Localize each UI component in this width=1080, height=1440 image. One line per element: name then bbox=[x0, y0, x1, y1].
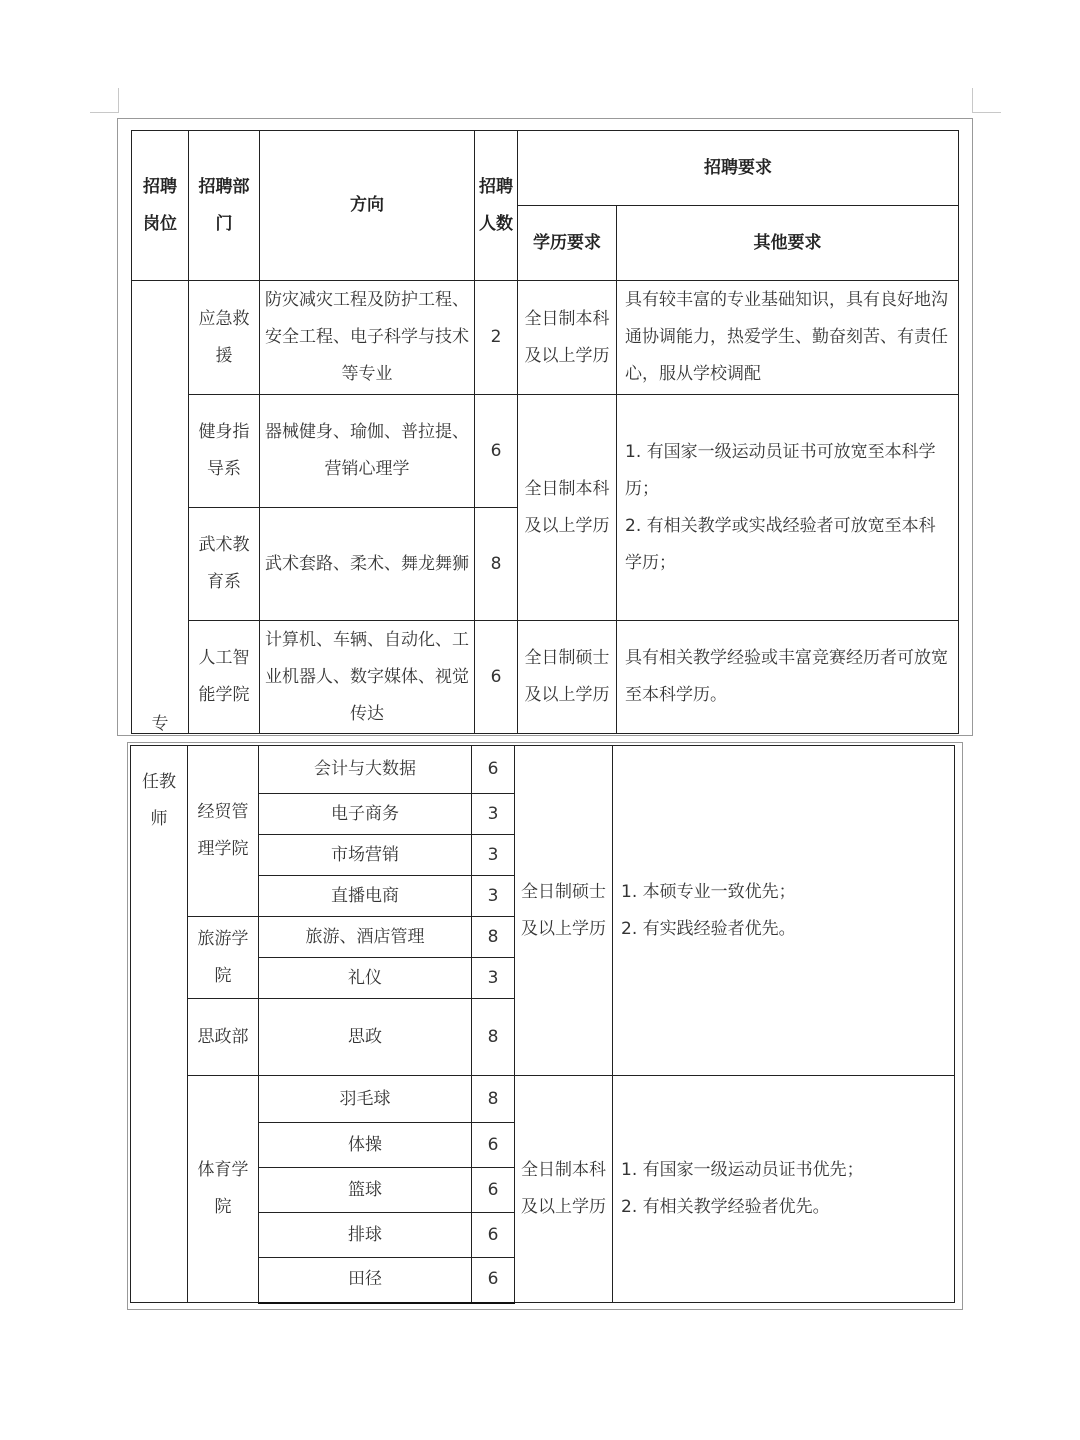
requirement-line: 2. 有实践经验者优先。 bbox=[621, 918, 796, 939]
header-direction: 方向 bbox=[260, 131, 475, 281]
recruitment-table-part-2 bbox=[130, 745, 955, 1304]
requirement-line: 2. 有相关教学或实战经验者可放宽至本科学历； bbox=[625, 515, 936, 573]
count-cell: 6 bbox=[475, 395, 518, 508]
department-cell: 经贸管理学院 bbox=[188, 746, 259, 917]
direction-cell: 体操 bbox=[259, 1123, 472, 1168]
direction-cell: 计算机、车辆、自动化、工业机器人、数字媒体、视觉传达 bbox=[260, 621, 475, 734]
crop-mark-top-right bbox=[972, 88, 1001, 113]
count-cell: 8 bbox=[472, 1076, 515, 1123]
count-cell: 6 bbox=[475, 621, 518, 734]
header-other: 其他要求 bbox=[617, 206, 959, 281]
direction-cell: 市场营销 bbox=[259, 835, 472, 876]
direction-cell: 思政 bbox=[259, 999, 472, 1076]
table-row bbox=[132, 395, 959, 508]
direction-cell: 旅游、酒店管理 bbox=[259, 917, 472, 958]
direction-cell: 器械健身、瑜伽、普拉提、营销心理学 bbox=[260, 395, 475, 508]
department-cell: 体育学院 bbox=[188, 1076, 259, 1303]
count-cell: 3 bbox=[472, 794, 515, 835]
department-cell: 武术教育系 bbox=[189, 508, 260, 621]
count-cell: 8 bbox=[472, 999, 515, 1076]
requirement-line: 2. 有相关教学经验者优先。 bbox=[621, 1197, 830, 1217]
education-cell: 全日制硕士及以上学历 bbox=[515, 746, 613, 1076]
count-cell: 8 bbox=[475, 508, 518, 621]
position-cell bbox=[132, 281, 189, 734]
count-cell: 6 bbox=[472, 1123, 515, 1168]
recruitment-table-part-1 bbox=[131, 130, 959, 734]
count-cell: 6 bbox=[472, 1213, 515, 1258]
count-cell: 3 bbox=[472, 835, 515, 876]
header-education: 学历要求 bbox=[518, 206, 617, 281]
department-cell: 旅游学院 bbox=[188, 917, 259, 999]
count-cell: 3 bbox=[472, 876, 515, 917]
count-cell: 6 bbox=[472, 1168, 515, 1213]
other-requirements-cell bbox=[613, 1076, 955, 1303]
other-requirements-cell bbox=[617, 395, 959, 621]
direction-cell: 篮球 bbox=[259, 1168, 472, 1213]
position-cell bbox=[131, 746, 188, 1303]
count-cell: 8 bbox=[472, 917, 515, 958]
header-department: 招聘部门 bbox=[189, 131, 260, 281]
count-cell: 6 bbox=[472, 1258, 515, 1303]
direction-cell: 直播电商 bbox=[259, 876, 472, 917]
direction-cell: 防灾减灾工程及防护工程、安全工程、电子科学与技术等专业 bbox=[260, 281, 475, 395]
direction-cell: 礼仪 bbox=[259, 958, 472, 999]
requirement-line: 1. 本硕专业一致优先； bbox=[621, 881, 796, 902]
department-cell: 应急救援 bbox=[189, 281, 260, 395]
count-cell: 6 bbox=[472, 746, 515, 794]
header-count: 招聘人数 bbox=[475, 131, 518, 281]
department-cell: 人工智能学院 bbox=[189, 621, 260, 734]
direction-cell: 会计与大数据 bbox=[259, 746, 472, 794]
education-cell: 全日制本科及以上学历 bbox=[518, 281, 617, 395]
requirement-line: 1. 有国家一级运动员证书优先； bbox=[621, 1160, 864, 1180]
direction-cell: 排球 bbox=[259, 1213, 472, 1258]
requirement-line: 1. 有国家一级运动员证书可放宽至本科学历； bbox=[625, 441, 936, 499]
position-text: 任教师 bbox=[142, 772, 176, 829]
position-fragment: 专 bbox=[151, 714, 169, 734]
other-requirements-cell bbox=[613, 746, 955, 1076]
count-cell: 2 bbox=[475, 281, 518, 395]
education-cell: 全日制硕士及以上学历 bbox=[518, 621, 617, 734]
table-row bbox=[132, 281, 959, 395]
department-cell: 思政部 bbox=[188, 999, 259, 1076]
table-row bbox=[132, 621, 959, 734]
department-cell: 健身指导系 bbox=[189, 395, 260, 508]
direction-cell: 羽毛球 bbox=[259, 1076, 472, 1123]
direction-cell: 武术套路、柔术、舞龙舞狮 bbox=[260, 508, 475, 621]
table-row bbox=[131, 1076, 955, 1123]
education-cell: 全日制本科及以上学历 bbox=[515, 1076, 613, 1303]
other-requirements-cell: 具有相关教学经验或丰富竞赛经历者可放宽至本科学历。 bbox=[617, 621, 959, 734]
header-requirements: 招聘要求 bbox=[518, 131, 959, 206]
table-row bbox=[131, 746, 955, 794]
crop-mark-top-left bbox=[90, 88, 119, 113]
count-cell: 3 bbox=[472, 958, 515, 999]
education-cell: 全日制本科及以上学历 bbox=[518, 395, 617, 621]
other-requirements-cell: 具有较丰富的专业基础知识，具有良好地沟通协调能力，热爱学生、勤奋刻苦、有责任心，服从学校调配 bbox=[617, 281, 959, 395]
direction-cell: 田径 bbox=[259, 1258, 472, 1303]
direction-cell: 电子商务 bbox=[259, 794, 472, 835]
header-position: 招聘岗位 bbox=[132, 131, 189, 281]
